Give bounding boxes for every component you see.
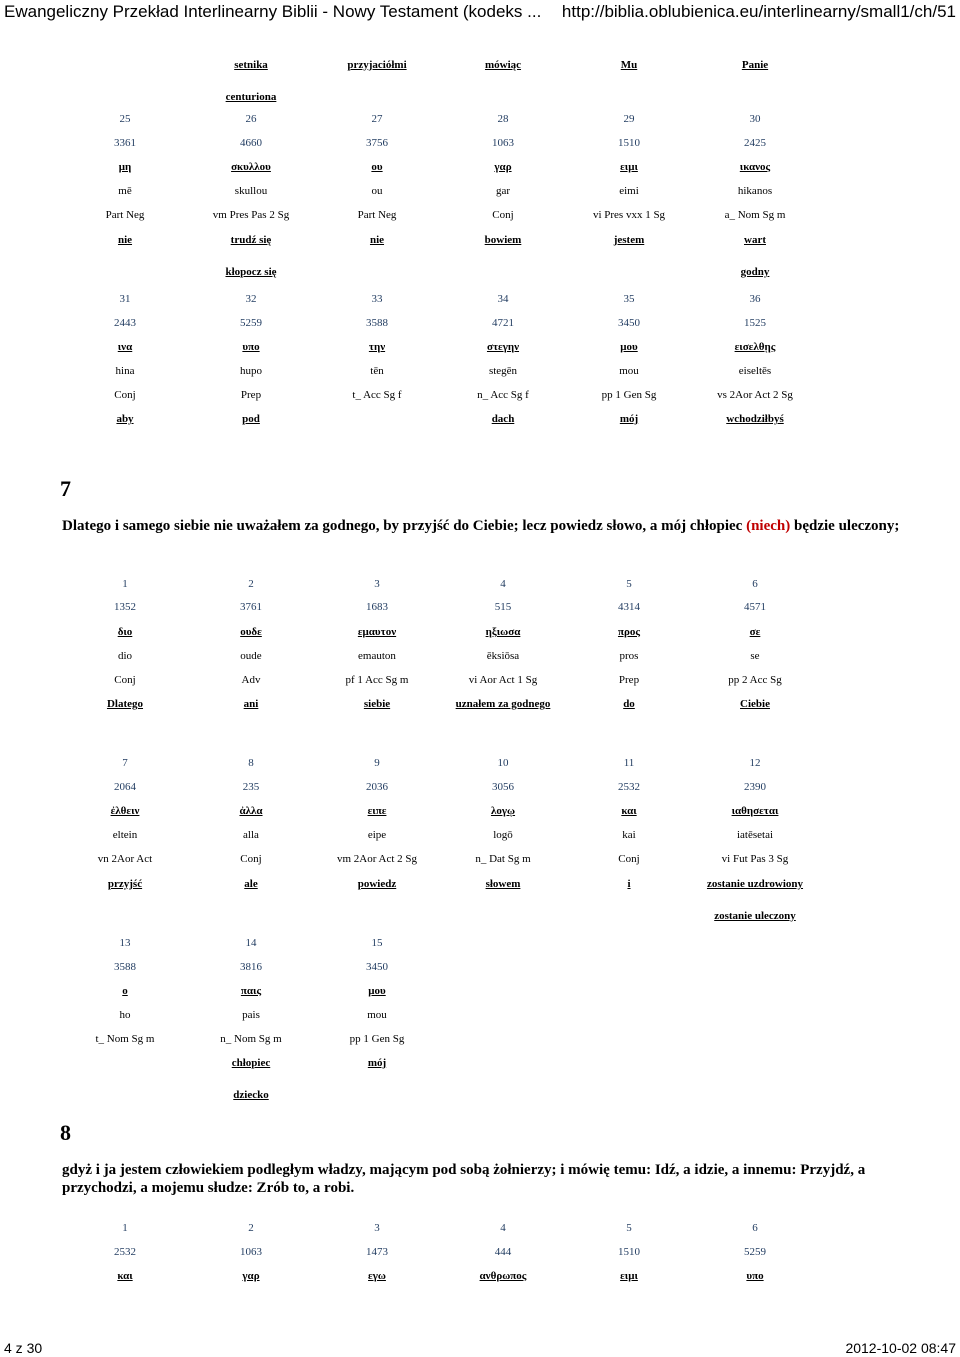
word-polish[interactable]: przyjść xyxy=(107,878,143,890)
word-number: 3 xyxy=(374,578,380,590)
word-greek[interactable]: και xyxy=(621,805,637,817)
strong-number: 2390 xyxy=(744,781,766,793)
strong-number: 1510 xyxy=(618,137,640,149)
word-morphology: t_ Nom Sg m xyxy=(95,1033,155,1045)
strong-number: 4571 xyxy=(744,601,766,613)
word-greek[interactable]: ουδε xyxy=(240,626,262,638)
word-transliteration: dio xyxy=(117,650,133,662)
strong-number: 5259 xyxy=(744,1246,766,1258)
word-morphology: Adv xyxy=(241,674,261,686)
word-number: 31 xyxy=(119,293,131,305)
word-number: 2 xyxy=(248,1222,254,1234)
word-polish[interactable]: wchodziłbyś xyxy=(726,413,784,425)
block-f-morph-row xyxy=(0,1032,960,1048)
word-transliteration: oude xyxy=(240,650,262,662)
word-greek[interactable]: γαρ xyxy=(242,1270,260,1282)
strong-number: 1063 xyxy=(492,137,514,149)
word-transliteration: logō xyxy=(493,829,513,841)
page-header-url[interactable]: http://biblia.oblubienica.eu/interlinearny/small1/ch/51 xyxy=(561,2,956,21)
word-polish[interactable]: Mu xyxy=(620,59,638,71)
verse-text-insertion: (niech) xyxy=(746,518,791,534)
word-greek[interactable]: υπο xyxy=(746,1270,764,1282)
verse-number: 7 xyxy=(60,476,71,501)
word-transliteration: hikanos xyxy=(737,185,773,197)
word-greek[interactable]: ηξιωσα xyxy=(485,626,521,638)
word-polish[interactable]: mój xyxy=(619,413,639,425)
strong-number: 235 xyxy=(242,781,260,793)
strong-number: 1683 xyxy=(366,601,388,613)
word-morphology: pp 1 Gen Sg xyxy=(349,1033,405,1045)
word-morphology: n_ Nom Sg m xyxy=(220,1033,282,1045)
block-g-greek-row xyxy=(0,1269,960,1285)
word-number: 5 xyxy=(626,1222,632,1234)
word-greek[interactable]: ου xyxy=(371,161,383,173)
block-e-polish-row xyxy=(0,877,960,893)
block-f-polish-row xyxy=(0,1056,960,1072)
strong-number: 1063 xyxy=(240,1246,262,1258)
word-transliteration: mou xyxy=(367,1009,387,1021)
block-d-number-row xyxy=(0,577,960,593)
word-number: 13 xyxy=(119,937,131,949)
strong-number: 1510 xyxy=(618,1246,640,1258)
word-morphology: vs 2Aor Act 2 Sg xyxy=(717,389,793,401)
block-c-translit-row xyxy=(0,364,960,380)
word-transliteration: tēn xyxy=(370,365,384,377)
word-number: 4 xyxy=(500,1222,506,1234)
word-morphology: Prep xyxy=(240,389,262,401)
block-d-translit-row xyxy=(0,649,960,665)
word-morphology: pp 1 Gen Sg xyxy=(601,389,657,401)
strong-number: 5259 xyxy=(240,317,262,329)
word-greek[interactable]: ειμι xyxy=(620,1270,638,1282)
word-morphology: pp 2 Acc Sg xyxy=(728,674,782,686)
strong-number: 2443 xyxy=(114,317,136,329)
block-c-polish-row xyxy=(0,412,960,428)
word-greek[interactable]: μου xyxy=(368,985,386,997)
block-d-polish-row xyxy=(0,697,960,713)
word-morphology: vm 2Aor Act 2 Sg xyxy=(336,853,418,865)
word-polish[interactable]: Panie xyxy=(741,59,769,71)
word-greek[interactable]: εγω xyxy=(368,1270,386,1282)
word-transliteration: kai xyxy=(622,829,636,841)
word-number: 34 xyxy=(497,293,509,305)
word-polish-alt[interactable]: dziecko xyxy=(233,1089,269,1101)
strong-number: 2036 xyxy=(366,781,388,793)
block-f-strong-row xyxy=(0,960,960,976)
word-greek[interactable]: ανθρωπος xyxy=(479,1270,527,1282)
word-morphology: vi Fut Pas 3 Sg xyxy=(721,853,789,865)
word-polish[interactable]: ale xyxy=(244,878,258,890)
word-morphology: Conj xyxy=(114,674,136,686)
word-greek[interactable]: υπο xyxy=(242,341,260,353)
word-transliteration: ho xyxy=(119,1009,131,1021)
word-number: 35 xyxy=(623,293,635,305)
word-polish[interactable]: do xyxy=(623,698,635,710)
word-polish[interactable]: słowem xyxy=(485,878,521,890)
word-morphology: a_ Nom Sg m xyxy=(724,209,786,221)
word-number: 36 xyxy=(749,293,761,305)
word-polish[interactable]: uznałem za godnego xyxy=(455,698,551,710)
word-morphology: pf 1 Acc Sg m xyxy=(345,674,409,686)
word-number: 6 xyxy=(752,1222,758,1234)
word-number: 1 xyxy=(122,1222,128,1234)
word-number: 15 xyxy=(371,937,383,949)
word-transliteration: iatēsetai xyxy=(736,829,774,841)
word-transliteration: eiseltēs xyxy=(738,365,772,377)
word-transliteration: skullou xyxy=(234,185,268,197)
word-polish[interactable]: siebie xyxy=(363,698,391,710)
word-transliteration: alla xyxy=(243,829,259,841)
word-greek[interactable]: ο xyxy=(122,985,128,997)
verse-text xyxy=(62,517,902,535)
word-greek[interactable]: λογῳ xyxy=(490,805,516,817)
block-e-number-row xyxy=(0,756,960,772)
word-number: 5 xyxy=(626,578,632,590)
block-b-strong-row xyxy=(0,136,960,152)
word-polish[interactable]: nie xyxy=(369,234,385,246)
word-transliteration: emauton xyxy=(358,650,396,662)
word-morphology: vi Pres vxx 1 Sg xyxy=(592,209,666,221)
block-e-greek-row xyxy=(0,804,960,820)
word-greek[interactable]: γαρ xyxy=(494,161,512,173)
word-polish[interactable]: setnika xyxy=(234,59,268,71)
strong-number: 1473 xyxy=(366,1246,388,1258)
page-header-title: Ewangeliczny Przekład Interlinearny Biblii - Nowy Testament (kodeks ... xyxy=(4,2,542,21)
word-transliteration: hina xyxy=(115,365,135,377)
word-morphology: n_ Acc Sg f xyxy=(477,389,529,401)
word-polish[interactable]: powiedz xyxy=(357,878,397,890)
strong-number: 3588 xyxy=(366,317,388,329)
word-number: 1 xyxy=(122,578,128,590)
block-a-polish-row xyxy=(0,58,960,74)
word-transliteration: mou xyxy=(619,365,639,377)
word-greek[interactable]: ειπε xyxy=(367,805,387,817)
block-e-polish-alt-row xyxy=(0,909,960,925)
word-transliteration: eimi xyxy=(619,185,639,197)
strong-number: 515 xyxy=(494,601,512,613)
word-transliteration: eltein xyxy=(112,829,138,841)
word-greek[interactable]: ικανος xyxy=(739,161,771,173)
word-greek[interactable]: διο xyxy=(117,626,133,638)
word-morphology: vm Pres Pas 2 Sg xyxy=(212,209,290,221)
word-number: 27 xyxy=(371,113,383,125)
word-morphology: Conj xyxy=(492,209,514,221)
word-number: 3 xyxy=(374,1222,380,1234)
word-polish[interactable]: nie xyxy=(117,234,133,246)
block-g-strong-row xyxy=(0,1245,960,1261)
block-c-morph-row xyxy=(0,388,960,404)
strong-number: 2425 xyxy=(744,137,766,149)
block-b-number-row xyxy=(0,112,960,128)
word-transliteration: stegēn xyxy=(488,365,518,377)
word-transliteration: pais xyxy=(242,1009,260,1021)
word-transliteration: gar xyxy=(495,185,511,197)
word-polish[interactable]: pod xyxy=(242,413,260,425)
word-polish[interactable]: mówiąc xyxy=(484,59,522,71)
block-c-number-row xyxy=(0,292,960,308)
word-polish[interactable]: przyjaciółmi xyxy=(347,59,407,71)
word-polish[interactable]: mój xyxy=(367,1057,387,1069)
strong-number: 4660 xyxy=(240,137,262,149)
block-b-morph-row xyxy=(0,208,960,224)
word-greek[interactable]: προς xyxy=(617,626,641,638)
word-greek[interactable]: ἐλθειν xyxy=(110,805,140,817)
word-morphology: vn 2Aor Act xyxy=(97,853,153,865)
word-morphology: Prep xyxy=(618,674,640,686)
block-b-polish-alt-row xyxy=(0,265,960,281)
word-number: 12 xyxy=(749,757,761,769)
word-polish[interactable]: wart xyxy=(744,234,766,246)
block-e-translit-row xyxy=(0,828,960,844)
word-morphology: Conj xyxy=(618,853,640,865)
word-greek[interactable]: σκυλλου xyxy=(231,161,271,173)
strong-number: 4314 xyxy=(618,601,640,613)
word-number: 28 xyxy=(497,113,509,125)
word-polish[interactable]: dach xyxy=(491,413,515,425)
strong-number: 3450 xyxy=(618,317,640,329)
word-morphology: t_ Acc Sg f xyxy=(352,389,402,401)
word-polish-alt[interactable]: godny xyxy=(740,266,770,278)
word-polish-alt[interactable]: zostanie uleczony xyxy=(714,910,796,922)
block-b-translit-row xyxy=(0,184,960,200)
page-footer-datetime: 2012-10-02 08:47 xyxy=(845,1340,956,1356)
word-transliteration: eipe xyxy=(367,829,387,841)
strong-number: 3761 xyxy=(240,601,262,613)
word-morphology: Conj xyxy=(240,853,262,865)
block-e-strong-row xyxy=(0,780,960,796)
word-number: 8 xyxy=(248,757,254,769)
block-d-strong-row xyxy=(0,600,960,616)
strong-number: 3056 xyxy=(492,781,514,793)
block-d-morph-row xyxy=(0,673,960,689)
block-c-greek-row xyxy=(0,340,960,356)
word-greek[interactable]: ειμι xyxy=(620,161,638,173)
strong-number: 2532 xyxy=(114,1246,136,1258)
word-transliteration: mē xyxy=(118,185,132,197)
word-polish[interactable]: trudź się xyxy=(230,234,272,246)
word-greek[interactable]: στεγην xyxy=(486,341,520,353)
strong-number: 2532 xyxy=(618,781,640,793)
word-greek[interactable]: μου xyxy=(620,341,638,353)
word-number: 10 xyxy=(497,757,509,769)
word-greek[interactable]: εμαυτον xyxy=(357,626,397,638)
word-morphology: Part Neg xyxy=(357,209,397,221)
word-morphology: n_ Dat Sg m xyxy=(475,853,531,865)
verse-text-end: będzie uleczony; xyxy=(790,518,900,534)
word-number: 7 xyxy=(122,757,128,769)
verse-text-main: Dlatego i samego siebie nie uważałem za godnego, by przyjść do Ciebie; lecz powiedz słowo, a mój chłopiec xyxy=(62,518,747,534)
strong-number: 4721 xyxy=(492,317,514,329)
word-greek[interactable]: παις xyxy=(240,985,262,997)
block-b-greek-row xyxy=(0,160,960,176)
word-greek[interactable]: ινα xyxy=(117,341,133,353)
word-transliteration: hupo xyxy=(240,365,262,377)
word-number: 14 xyxy=(245,937,257,949)
block-f-greek-row xyxy=(0,984,960,1000)
strong-number: 2064 xyxy=(114,781,136,793)
word-polish[interactable]: aby xyxy=(116,413,134,425)
block-a-polish-alt-row xyxy=(0,90,960,106)
word-number: 30 xyxy=(749,113,761,125)
word-transliteration: pros xyxy=(619,650,639,662)
block-f-translit-row xyxy=(0,1008,960,1024)
strong-number: 3361 xyxy=(114,137,136,149)
block-f-number-row xyxy=(0,936,960,952)
verse-text: gdyż i ja jestem człowiekiem podległym władzy, mającym pod sobą żołnierzy; i mówię temu: Idź, a idzie, a innemu: Przyjdź, a przychodzi, a mojemu słudze: Zrób to, a robi. xyxy=(62,1162,866,1196)
strong-number: 444 xyxy=(494,1246,512,1258)
word-polish[interactable]: ani xyxy=(243,698,259,710)
word-number: 4 xyxy=(500,578,506,590)
word-morphology: Part Neg xyxy=(105,209,145,221)
word-greek[interactable]: ἀλλα xyxy=(239,805,263,817)
strong-number: 3816 xyxy=(240,961,262,973)
word-transliteration: ēksiōsa xyxy=(486,650,520,662)
word-number: 25 xyxy=(119,113,131,125)
strong-number: 1352 xyxy=(114,601,136,613)
word-morphology: vi Aor Act 1 Sg xyxy=(468,674,538,686)
word-greek[interactable]: και xyxy=(117,1270,133,1282)
strong-number: 3450 xyxy=(366,961,388,973)
verse-number: 8 xyxy=(60,1120,71,1145)
word-polish[interactable]: Ciebie xyxy=(740,698,770,710)
word-greek[interactable]: σε xyxy=(749,626,761,638)
block-e-morph-row xyxy=(0,852,960,868)
strong-number: 3756 xyxy=(366,137,388,149)
word-transliteration: ou xyxy=(371,185,383,197)
word-polish[interactable]: zostanie uzdrowiony xyxy=(706,878,804,890)
word-number: 32 xyxy=(245,293,257,305)
word-number: 26 xyxy=(245,113,257,125)
word-polish[interactable]: Dlatego xyxy=(106,698,144,710)
word-polish[interactable]: i xyxy=(627,878,631,890)
strong-number: 3588 xyxy=(114,961,136,973)
word-greek[interactable]: ιαθησεται xyxy=(731,805,779,817)
word-transliteration: se xyxy=(750,650,760,662)
block-b-polish-row xyxy=(0,233,960,249)
word-greek[interactable]: την xyxy=(368,341,386,353)
word-greek[interactable]: μη xyxy=(118,161,132,173)
word-number: 33 xyxy=(371,293,383,305)
word-number: 2 xyxy=(248,578,254,590)
word-polish-alt[interactable]: centuriona xyxy=(225,91,277,103)
block-f-polish-alt-row xyxy=(0,1088,960,1104)
word-number: 29 xyxy=(623,113,635,125)
word-number: 9 xyxy=(374,757,380,769)
block-c-strong-row xyxy=(0,316,960,332)
word-polish-alt[interactable]: kłopocz się xyxy=(225,266,277,278)
page-footer-page-count: 4 z 30 xyxy=(4,1340,43,1356)
word-polish[interactable]: jestem xyxy=(613,234,645,246)
word-number: 11 xyxy=(623,757,635,769)
block-d-greek-row xyxy=(0,625,960,641)
block-g-number-row xyxy=(0,1221,960,1237)
word-polish[interactable]: chłopiec xyxy=(231,1057,271,1069)
word-polish[interactable]: bowiem xyxy=(484,234,522,246)
word-number: 6 xyxy=(752,578,758,590)
word-morphology: Conj xyxy=(114,389,136,401)
strong-number: 1525 xyxy=(744,317,766,329)
word-greek[interactable]: εισελθῃς xyxy=(734,341,776,353)
